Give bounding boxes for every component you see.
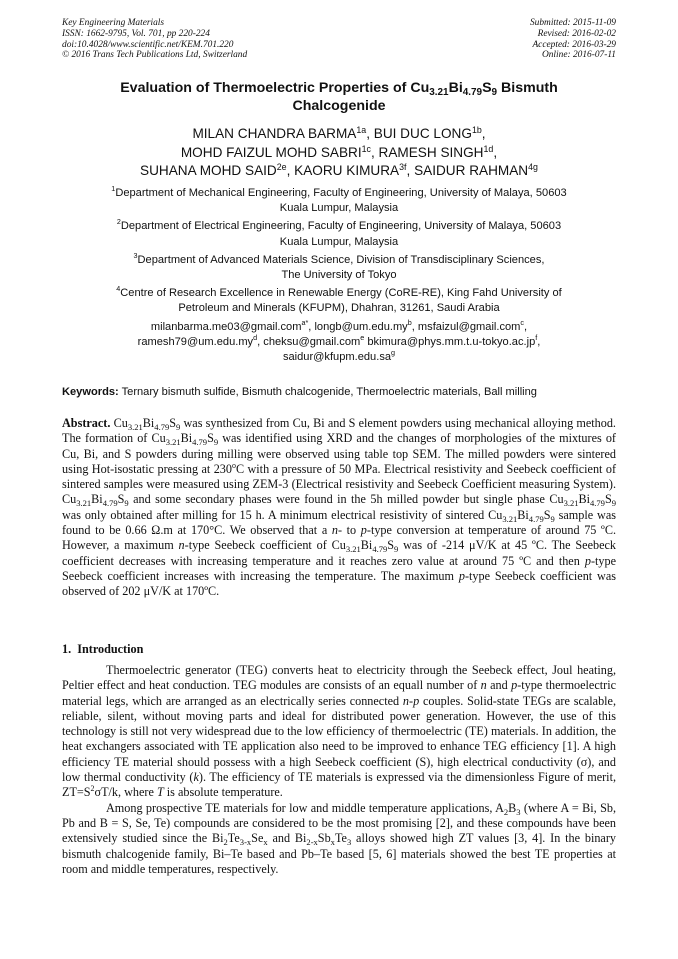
paper-title: Evaluation of Thermoelectric Properties of $Cu_{3.21}Bi_{4.79}S_9$ Bismuth Chalcogenide — [120, 80, 558, 114]
accepted-date: Accepted: 2016-03-29 — [532, 39, 616, 50]
paragraph: Thermoelectric generator (TEG) converts heat to electricity through the Seebeck effect, Joul heating, Peltier effect and heat conduction. TEG modules are consists of an equall number of n and p-type thermoelectric material legs, which are arranged as an electrically series connected n-p couples. Solid-state TEGs are scalable, reliable, silent, without moving parts and ideal for distributed power generation. However, the use of this technology is still not very widespread due to the low efficiency of thermoelectric (TE) materials. In addition, the heat exchangers associated with TE application also need to be improved to enhance TEG efficiency [1]. A high efficiency TE material should possess with a high Seebeck coefficient (S), high electrical conductivity (σ), and low thermal conductivity (k). The efficiency of TE materials is expressed via the dimensionless Figure of merit, $ZT=S^2\sigma T/k$, where T is absolute temperature. — [62, 663, 617, 800]
author: MOHD FAIZUL MOHD SABRI — [180, 144, 362, 160]
email-link[interactable]: longb@um.edu.my — [314, 320, 408, 333]
keywords — [62, 385, 616, 399]
author: SUHANA MOHD SAID — [140, 163, 277, 178]
introduction-body — [62, 663, 616, 877]
journal-info — [62, 18, 247, 61]
paragraph: Among prospective TE materials for low and middle temperature applications, $A_2B_3$ (where A = Bi, Sb, Pb and B = S, Se, Te) compounds are considered to be the most promising [2], and these compounds have been extensively studied since the $Bi_2Te_{3-x}Se_x$ and $Bi_{2-x}Sb_xTe_3$ alloys showed high ZT values [3, 4]. In the binary bismuth chalcogenide family, Bi–Te based and Pb–Te based [5, 6] materials showed the best TE properties at room and middle temperatures, respectively. — [62, 800, 617, 876]
revised-date: Revised: 2016-02-02 — [537, 28, 616, 39]
email-link[interactable]: milanbarma.me03@gmail.com — [150, 320, 302, 333]
email-link[interactable]: ramesh79@um.edu.my — [137, 335, 254, 348]
journal-name: Key Engineering Materials — [62, 18, 165, 28]
author: KAORU KIMURA — [294, 163, 400, 178]
affiliation: $^1$Department of Mechanical Engineering, Faculty of Engineering, University of Malaya, 50603 Kuala Lumpur, Malaysia — [111, 184, 567, 215]
email-link[interactable]: msfaizul@gmail.com — [417, 320, 521, 333]
keywords-label: Keywords: — [62, 386, 119, 398]
email-link[interactable]: saidur@kfupm.edu.sa — [282, 351, 392, 364]
publication-dates — [530, 18, 616, 61]
author: SAIDUR RAHMAN — [414, 163, 529, 178]
section-heading: 1. Introduction — [62, 642, 144, 656]
keywords-text: Ternary bismuth sulfide, Bismuth chalcogenide, Thermoelectric materials, Ball milling — [118, 386, 537, 398]
affiliations — [62, 186, 616, 365]
affiliation: $^3$Department of Advanced Materials Science, Division of Transdisciplinary Sciences, The University of Tokyo — [133, 250, 545, 282]
author-list: MILAN CHANDRA $BARMA^{1a}$, BUI DUC $LONG^{1b}$, MOHD FAIZUL MOHD $SABRI^{1c}$, RAMESH $SINGH^{1d}$, SUHANA MOHD $SAID^{2e}$, KAORU $KIMURA^{3f}$, SAIDUR $RAHMAN^{4g}$ — [140, 125, 538, 178]
email-link[interactable]: bkimura@phys.mm.t.u-tokyo.ac.jp — [367, 335, 536, 348]
online-date: Online: 2016-07-11 — [541, 50, 616, 61]
email-link[interactable]: cheksu@gmail.com — [263, 335, 361, 348]
doi-line: doi:10.4028/www.scientific.net/KEM.701.220 — [62, 39, 234, 50]
affiliation: $^4$Centre of Research Excellence in Renewable Energy (CoRE-RE), King Fahd University of Petroleum and Minerals (KFUPM), Dhahran, 31261, Saudi Arabia — [116, 284, 562, 315]
affiliation: $^2$Department of Electrical Engineering, Faculty of Engineering, University of Malaya, 50603 Kuala Lumpur, Malaysia — [116, 217, 562, 248]
submitted-date: Submitted: 2015-11-09 — [529, 18, 616, 28]
author: BUI DUC LONG — [373, 126, 472, 141]
author: MILAN CHANDRA BARMA — [192, 126, 357, 141]
author-emails: milanbarma.me03@gmail.com$^{a*}$, $longb@um.edu.my^b$, msfaizul@gmail.com$^c$, $ramesh79@um.edu.my^d$, cheksu@gmail.com$^e$ $bkimura@phys.mm.t.u-tokyo.ac.jp^f$, $saidur@kfupm.edu.sa^g$ — [137, 317, 541, 364]
abstract-label: Abstract. — [62, 416, 111, 430]
abstract: Abstract. $Cu_{3.21}Bi_{4.79}S_9$ was synthesized from Cu, Bi and S element powders using mechanical alloying method. The formation of $Cu_{3.21}Bi_{4.79}S_9$ was identified using XRD and the changes of morphologies of the mixtures of Cu, Bi, and S powders during milling were observed using table top SEM. The milled powders were sintered using Hot-isostatic pressing at 230$^o$C with a pressure of 50 MPa. Electrical resistivity and Seebeck coefficient of sintered samples were measured using ZEM-3 (Electrical resistivity and Seebeck Coefficient measuring System). $Cu_{3.21}Bi_{4.79}S_9$ and some secondary phases were found in the 5h milled powder but single phase $Cu_{3.21}Bi_{4.79}S_9$ was only obtained after milling for 15 h. A minimum electrical resistivity of sintered $Cu_{3.21}Bi_{4.79}S_9$ sample was found to be 0.66 Ω.m at 170°C. We observed that a n- to p-type conversion at temperature of around 75 ºC. However, a maximum n-type Seebeck coefficient of $Cu_{3.21}Bi_{4.79}S_9$ was of -214 μV/K at 45 ºC. The Seebeck coefficient decreases with increasing temperature and it reaches zero value at around 75 ºC and then p-type Seebeck coefficient increases with increasing the temperature. The maximum p-type Seebeck coefficient was observed of 202 μV/K at 170ºC. — [62, 416, 616, 599]
issn-line: ISSN: 1662-9795, Vol. 701, pp 220-224 — [62, 28, 210, 39]
author: RAMESH SINGH — [378, 144, 484, 160]
copyright-line: © 2016 Trans Tech Publications Ltd, Switzerland — [62, 50, 248, 61]
